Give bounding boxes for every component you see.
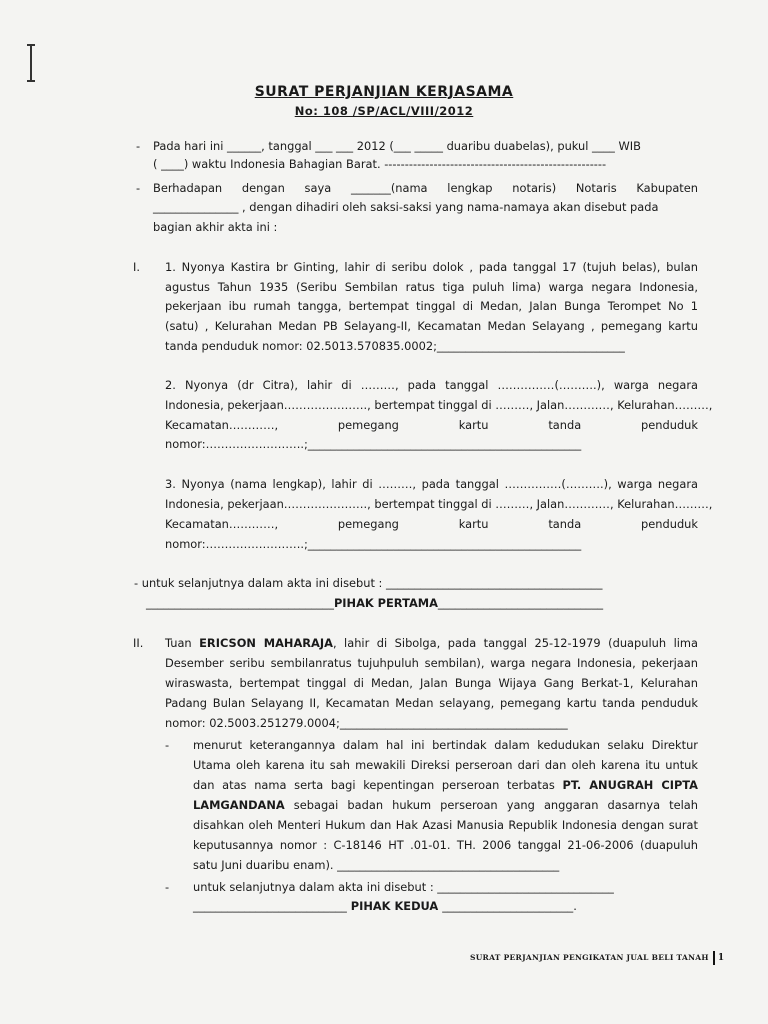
opening-line-2: ( ____) waktu Indonesia Bahagian Barat. ------------------------------------------------------ xyxy=(153,157,607,171)
document-number: No: 108 /SP/ACL/VIII/2012 xyxy=(294,104,474,118)
blank-line: _______________________. xyxy=(442,899,577,913)
party-b-name: ERICSON MAHARAJA xyxy=(199,636,333,650)
party2-line-3: Kecamatan…………, pemegang kartu tanda penduduk xyxy=(165,418,698,432)
party3-line-4: nomor:……………………..;________________________________________________ xyxy=(165,537,582,551)
party-b-line-2: Desember seribu sembilanratus tujuhpuluh sembilan), warga negara Indonesia, pekerjaan xyxy=(165,656,698,670)
second-party-reference: untuk selanjutnya dalam akta ini disebut : _______________________________ xyxy=(193,880,614,894)
dash-marker: - xyxy=(136,181,141,195)
opening-line-3: Berhadapan dengan saya _______(nama lengkap notaris) Notaris Kabupaten xyxy=(153,181,698,195)
pihak-pertama-label: PIHAK PERTAMA xyxy=(333,596,438,610)
dash-marker: - xyxy=(165,738,170,752)
section-numeral: I. xyxy=(133,260,140,274)
party2-line-4: nomor:……………………..;________________________________________________ xyxy=(165,437,582,451)
party-b-line-5: nomor: 02.5003.251279.0004;________________________________________ xyxy=(165,716,568,730)
dash-marker: - xyxy=(136,139,141,153)
party1-line-5: tanda penduduk nomor: 02.5013.570835.0002;_________________________________ xyxy=(165,339,625,353)
company-name: PT. ANUGRAH CIPTA xyxy=(562,778,698,792)
birth-details: , lahir di Sibolga, pada tanggal 25-12-1979 (duapuluh lima xyxy=(332,636,698,650)
blank-line: _____________________________ xyxy=(437,596,604,610)
capacity-line-3 xyxy=(193,778,698,792)
party1-line-2: agustus Tahun 1935 (Seribu Sembilan ratus tiga puluh lima) warga negara Indonesia, xyxy=(165,280,698,294)
footer-divider xyxy=(713,951,715,965)
blank-line: _________________________________ xyxy=(146,596,334,610)
capacity-text: dan atas nama serta bagi kepentingan perseroan terbatas xyxy=(193,778,563,792)
scan-edge-mark xyxy=(30,46,32,80)
party3-line-2: Indonesia, pekerjaan…………………., bertempat tinggal di ………, Jalan…………, Kelurahan………, xyxy=(165,497,713,511)
party-b-line-4: Padang Bulan Selayang II, Kecamatan Medan selayang, pemegang kartu tanda penduduk xyxy=(165,696,698,710)
party-b-line-1 xyxy=(165,636,698,650)
title-prefix: Tuan xyxy=(165,636,200,650)
party1-line-3: pekerjaan ibu rumah tangga, bertempat tinggal di Medan, Jalan Bunga Terompet No 1 xyxy=(165,299,698,313)
document-title: SURAT PERJANJIAN KERJASAMA xyxy=(254,84,514,100)
party2-line-1: 2. Nyonya (dr Citra), lahir di ………, pada tanggal ……………(……….), warga negara xyxy=(165,378,698,392)
capacity-line-6: keputusannya nomor : C-18146 HT .01-01. TH. 2006 tanggal 21-06-2006 (duapuluh xyxy=(193,838,698,852)
page-number: 1 xyxy=(717,953,725,963)
section-numeral: II. xyxy=(133,636,144,650)
blank-line: ___________________________ xyxy=(193,899,347,913)
capacity-line-2: Utama oleh karena itu sah mewakili Direksi perseroan dari dan oleh karena itu untuk xyxy=(193,758,698,772)
pihak-kedua-label: PIHAK KEDUA xyxy=(346,899,443,913)
dash-marker: - xyxy=(165,880,170,894)
capacity-line-4 xyxy=(193,798,698,812)
capacity-line-7: satu Juni duaribu enam). _______________________________________ xyxy=(193,858,560,872)
page-footer xyxy=(470,951,724,965)
party1-line-1: 1. Nyonya Kastira br Ginting, lahir di seribu dolok , pada tanggal 17 (tujuh belas), bulan xyxy=(165,260,698,274)
opening-line-5: bagian akhir akta ini : xyxy=(153,220,278,234)
first-party-designation xyxy=(146,596,603,610)
party2-line-2: Indonesia, pekerjaan…………………., bertempat tinggal di ………, Jalan…………, Kelurahan………, xyxy=(165,398,713,412)
opening-line-4: _______________ , dengan dihadiri oleh saksi-saksi yang nama-namaya akan disebut pada xyxy=(153,200,659,214)
party-b-line-3: wiraswasta, bertempat tinggal di Medan, Jalan Bunga Wijaya Gang Berkat-1, Kelurahan xyxy=(165,676,698,690)
company-name-cont: LAMGANDANA xyxy=(193,798,285,812)
opening-line-1: Pada hari ini ______, tanggal ___ ___ 2012 (___ _____ duaribu duabelas), pukul ____ WIB xyxy=(153,139,641,153)
second-party-designation xyxy=(193,899,577,913)
first-party-reference: - untuk selanjutnya dalam akta ini disebut : ______________________________________ xyxy=(134,576,603,590)
capacity-line-5: disahkan oleh Menteri Hukum dan Hak Azasi Manusia Republik Indonesia dengan surat xyxy=(193,818,698,832)
footer-title: SURAT PERJANJIAN PENGIKATAN JUAL BELI TANAH xyxy=(470,953,709,962)
party1-line-4: (satu) , Kelurahan Medan PB Selayang-II, Kecamatan Medan Selayang , pemegang kartu xyxy=(165,319,698,333)
party3-line-1: 3. Nyonya (nama lengkap), lahir di ………, pada tanggal ……………(……….), warga negara xyxy=(165,477,698,491)
capacity-text: sebagai badan hukum perseroan yang anggaran dasarnya telah xyxy=(284,798,698,812)
capacity-line-1: menurut keterangannya dalam hal ini bertindak dalam kedudukan selaku Direktur xyxy=(193,738,698,752)
party3-line-3: Kecamatan…………, pemegang kartu tanda penduduk xyxy=(165,517,698,531)
